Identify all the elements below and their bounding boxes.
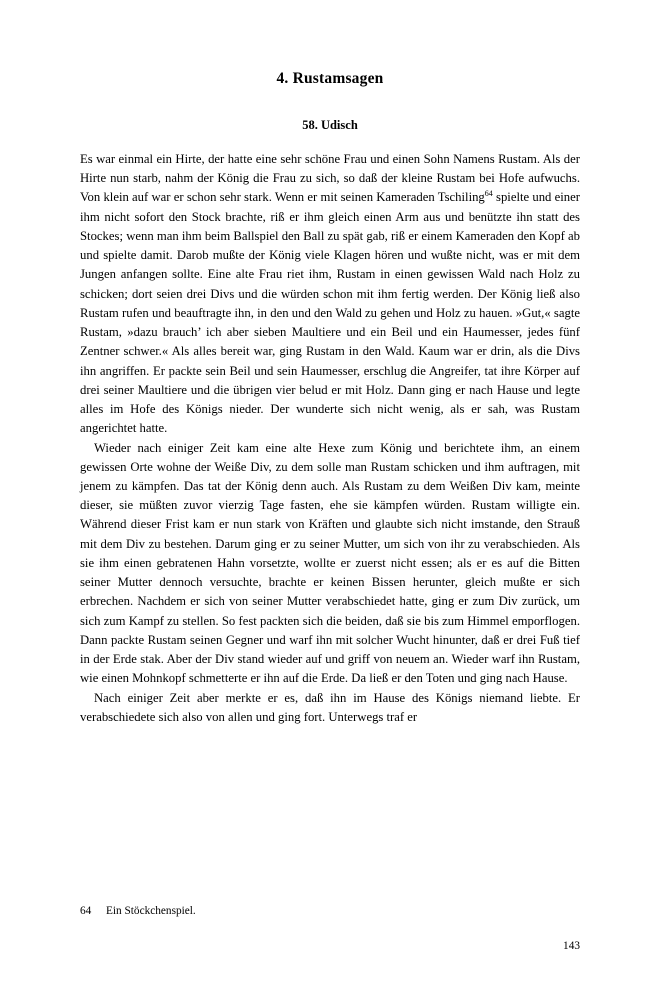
chapter-title: 4. Rustamsagen [276, 70, 384, 87]
paragraph-1 [80, 150, 580, 439]
paragraph-2: Wieder nach einiger Zeit kam eine alte Hexe zum König und berichtete ihm, an einem gewissen Orte wohne der Weiße Div, zu dem solle man Rustam schicken und ihm auftragen, mit jenem zu kämpfen. Das tat der König denn auch. Als Rustam zu dem Weißen Div kam, meinte dieser, sie müßten zuvor vierzig Tage fasten, ehe sie kämpfen würden. Rustam willigte ein. Während dieser Frist kam er nun stark von Kräften und glaubte sich nicht imstande, den Strauß mit dem Div zu bestehen. Darum ging er zu seiner Mutter, um sich von ihr zu verabschieden. Als sie ihm einen gebratenen Hahn vorsetzte, wollte er zuerst nicht essen; als er es auf die Bitten seiner Mutter dennoch versuchte, brachte er keinen Bissen herunter, gleich mußte er sich erbrechen. Nachdem er sich von seiner Mutter verabschiedet hatte, ging er zum Div zurück, um sich zum Kampf zu stellen. So fest packten sich die beiden, daß sie bis zum Himmel emporflogen. Dann packte Rustam seinen Gegner und warf ihn mit solcher Wucht hinunter, daß er drei Fuß tief in der Erde stak. Aber der Div stand wieder auf und griff von neuem an. Wieder warf ihn Rustam, wie einen Mohnkopf schmetterte er ihn auf die Erde. Da ließ er den Toten und ging nach Hause. [80, 440, 580, 686]
paragraph-1-text-after-footnote: spielte und einer ihm nicht sofort den Stock brachte, riß er ihm gleich einen Arm aus und benützte ihn statt des Stockes; wenn man ihm beim Ballspiel den Ball zu spät gab, riß er einem Kameraden den Kopf ab und spielte damit. Darob mußte der König viele Klagen hören und wußte nicht, was er mit dem Jungen anfangen sollte. Eine alte Frau riet ihm, Rustam in einen gewissen Wald nach Holz zu schicken; dort seien drei Divs und die würden schon mit ihm fertig werden. Der König ließ also Rustam rufen und beauftragte ihn, in den und den Wald zu gehen und Holz zu hauen. »Gut,« sagte Rustam, »dazu brauch’ ich aber sieben Maultiere und ein Beil und ein Haumesser, jedes fünf Zentner schwer.« Als alles bereit war, ging Rustam in den Wald. Kaum war er drin, als die Divs ihn angriffen. Er packte sein Beil und sein Haumesser, erschlug die Angreifer, tat ihre Körper auf drei seiner Maultiere und die übrigen vier belud er mit Holz. Dann ging er nach Hause und legte alles im Hofe des Königs nieder. Der wunderte sich nicht wenig, als er sah, was Rustam angerichtet hatte. [80, 190, 580, 436]
body-text [80, 150, 580, 727]
page-number: 143 [563, 940, 580, 952]
footnote-number: 64 [80, 905, 92, 918]
footnote-marker-64: 64 [484, 189, 493, 199]
paragraph-1-text-before-footnote: Es war einmal ein Hirte, der hatte eine sehr schöne Frau und einen Sohn Namens Rustam. Als der Hirte nun starb, nahm der König die Frau zu sich, so daß der kleine Rustam bei Hofe aufwuchs. Von klein auf war er schon sehr stark. Wenn er mit seinen Kameraden Tschiling [80, 152, 580, 205]
section-title: 58. Udisch [302, 118, 358, 132]
footnote-text: Ein Stöckchenspiel. [106, 905, 196, 918]
paragraph-3: Nach einiger Zeit aber merkte er es, daß ihn im Hause des Königs niemand liebte. Er verabschiedete sich also von allen und ging fort. Unterwegs traf er [80, 690, 580, 724]
footnote [80, 904, 580, 920]
